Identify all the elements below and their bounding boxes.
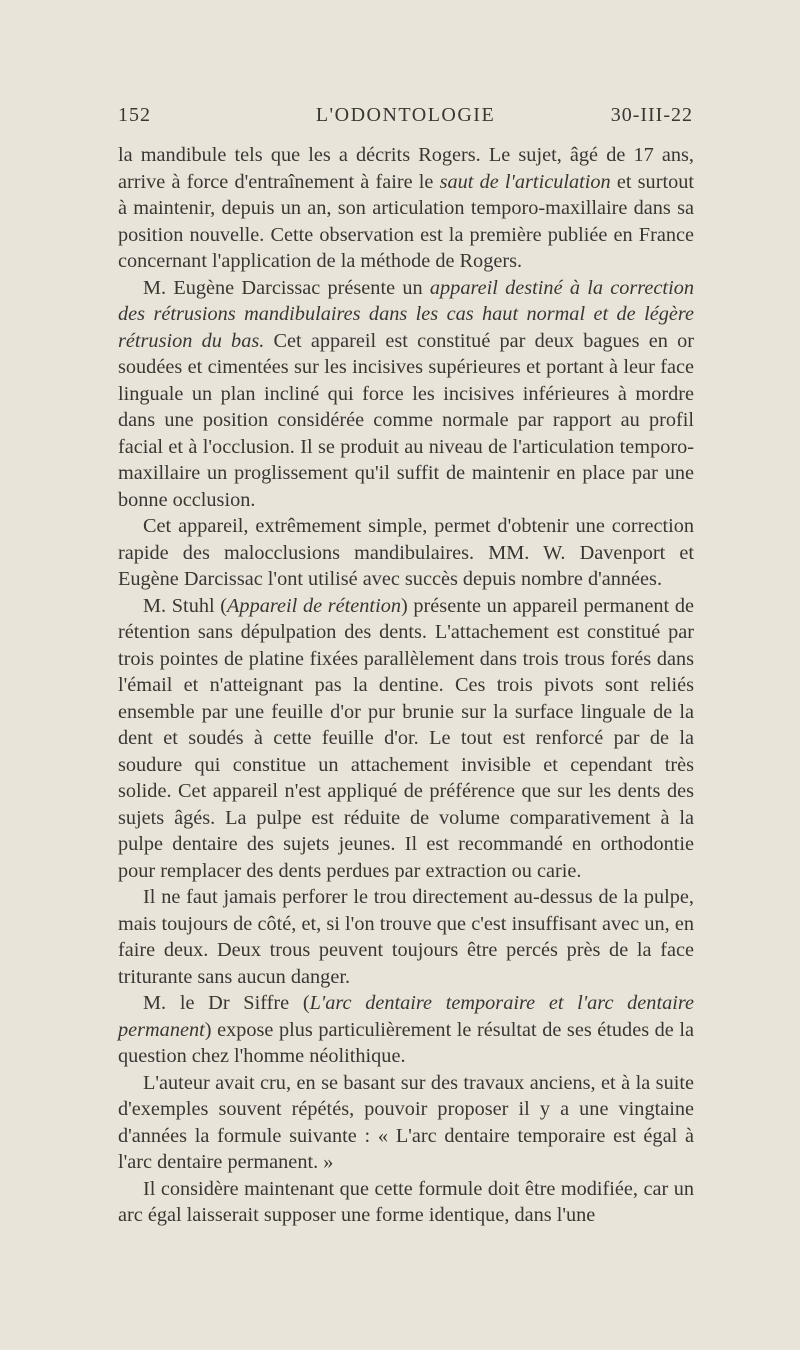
paragraph [118, 884, 694, 990]
paragraph-text: Cet appareil, extrêmement simple, permet d'obtenir une correction rapide des malocclusions mandibulaires. MM. W. Davenport et Eugène Darcissac l'ont utilisé avec succès depuis nombre d'années. [118, 515, 694, 590]
paragraph [118, 990, 694, 1070]
paragraph [118, 513, 694, 593]
paragraph-text: M. Stuhl ( [143, 594, 228, 617]
paragraph-text: Il considère maintenant que cette formule doit être modifiée, car un arc égal laisserait supposer une forme identique, dans l'une [118, 1177, 694, 1226]
paragraph-text: M. Eugène Darcissac présente un [143, 276, 430, 299]
paragraph-text: Cet appareil est constitué par deux bagues en or soudées et cimentées sur les incisives supérieures et portant à leur face linguale un plan incliné qui force les incisives inférieures à mordre dans une position considérée comme normale par rapport au profil facial et à l'occlusion. Il se produit au niveau de l'articulation temporo-maxillaire un proglissement qu'il suffit de maintenir en place par une bonne occlusion. [118, 329, 694, 511]
paragraph [118, 1070, 694, 1176]
paragraph [118, 593, 694, 885]
paragraph-text: L'auteur avait cru, en se basant sur des travaux anciens, et à la suite d'exemples souvent répétés, pouvoir proposer il y a une vingtaine d'années la formule suivante : « L'arc dentaire temporaire est égal à l'arc dentaire permanent. » [118, 1071, 694, 1173]
paragraph-text: ) expose plus particulièrement le résultat de ses études de la question chez l'homme néolithique. [118, 1018, 694, 1067]
italic-title-text: Appareil de rétention [227, 594, 401, 617]
italic-title-text: appareil destiné à la correction des rétrusions mandibulaires dans les cas haut normal et de légère rétrusion du bas. [118, 276, 694, 352]
running-header [118, 104, 693, 132]
paragraph [118, 275, 694, 514]
paragraph-text: M. le Dr Siffre ( [143, 992, 310, 1014]
paragraph-text: Il ne faut jamais perforer le trou directement au-dessus de la pulpe, mais toujours de côté, et, si l'on trouve que c'est insuffisant avec un, en faire deux. Deux trous peuvent toujours être percés près de la face triturante sans aucun danger. [118, 886, 694, 988]
paragraph [118, 1176, 694, 1229]
paragraph-text: la mandibule tels que les a décrits Rogers. Le sujet, âgé de 17 ans, arrive à force d'entraînement à faire le [118, 144, 694, 193]
page-number: 152 [118, 104, 151, 126]
paragraph-text: ) présente un appareil permanent de rétention sans dépulpation des dents. L'attachement est constitué par trois pointes de platine fixées parallèlement dans trois trous forés dans l'émail et n'atteignant pas la dentine. Ces trois pivots sont reliés ensemble par une feuille d'or pur brunie sur la surface linguale de la dent et soudés à cette feuille d'or. Le tout est renforcé par de la soudure qui constitue un attachement invisible et cependant très solide. Cet appareil n'est appliqué de préférence que sur les dents des sujets âgés. La pulpe est réduite de volume comparativement à la pulpe dentaire des sujets jeunes. Il est recommandé en orthodontie pour remplacer des dents perdues par extraction ou carie. [118, 594, 694, 882]
italic-title-text: L'arc dentaire temporaire et l'arc dentaire permanent [118, 992, 694, 1041]
article-body [118, 142, 694, 1229]
paragraph [118, 142, 694, 275]
issue-date: 30-III-22 [610, 104, 693, 126]
journal-title: L'ODONTOLOGIE [315, 104, 496, 126]
paragraph-text: et surtout à maintenir, depuis un an, son articulation temporo-maxillaire dans sa position nouvelle. Cette observation est la première publiée en France concernant l'application de la méthode de Rogers. [118, 170, 694, 272]
italic-title-text: saut de l'articulation [439, 170, 611, 193]
